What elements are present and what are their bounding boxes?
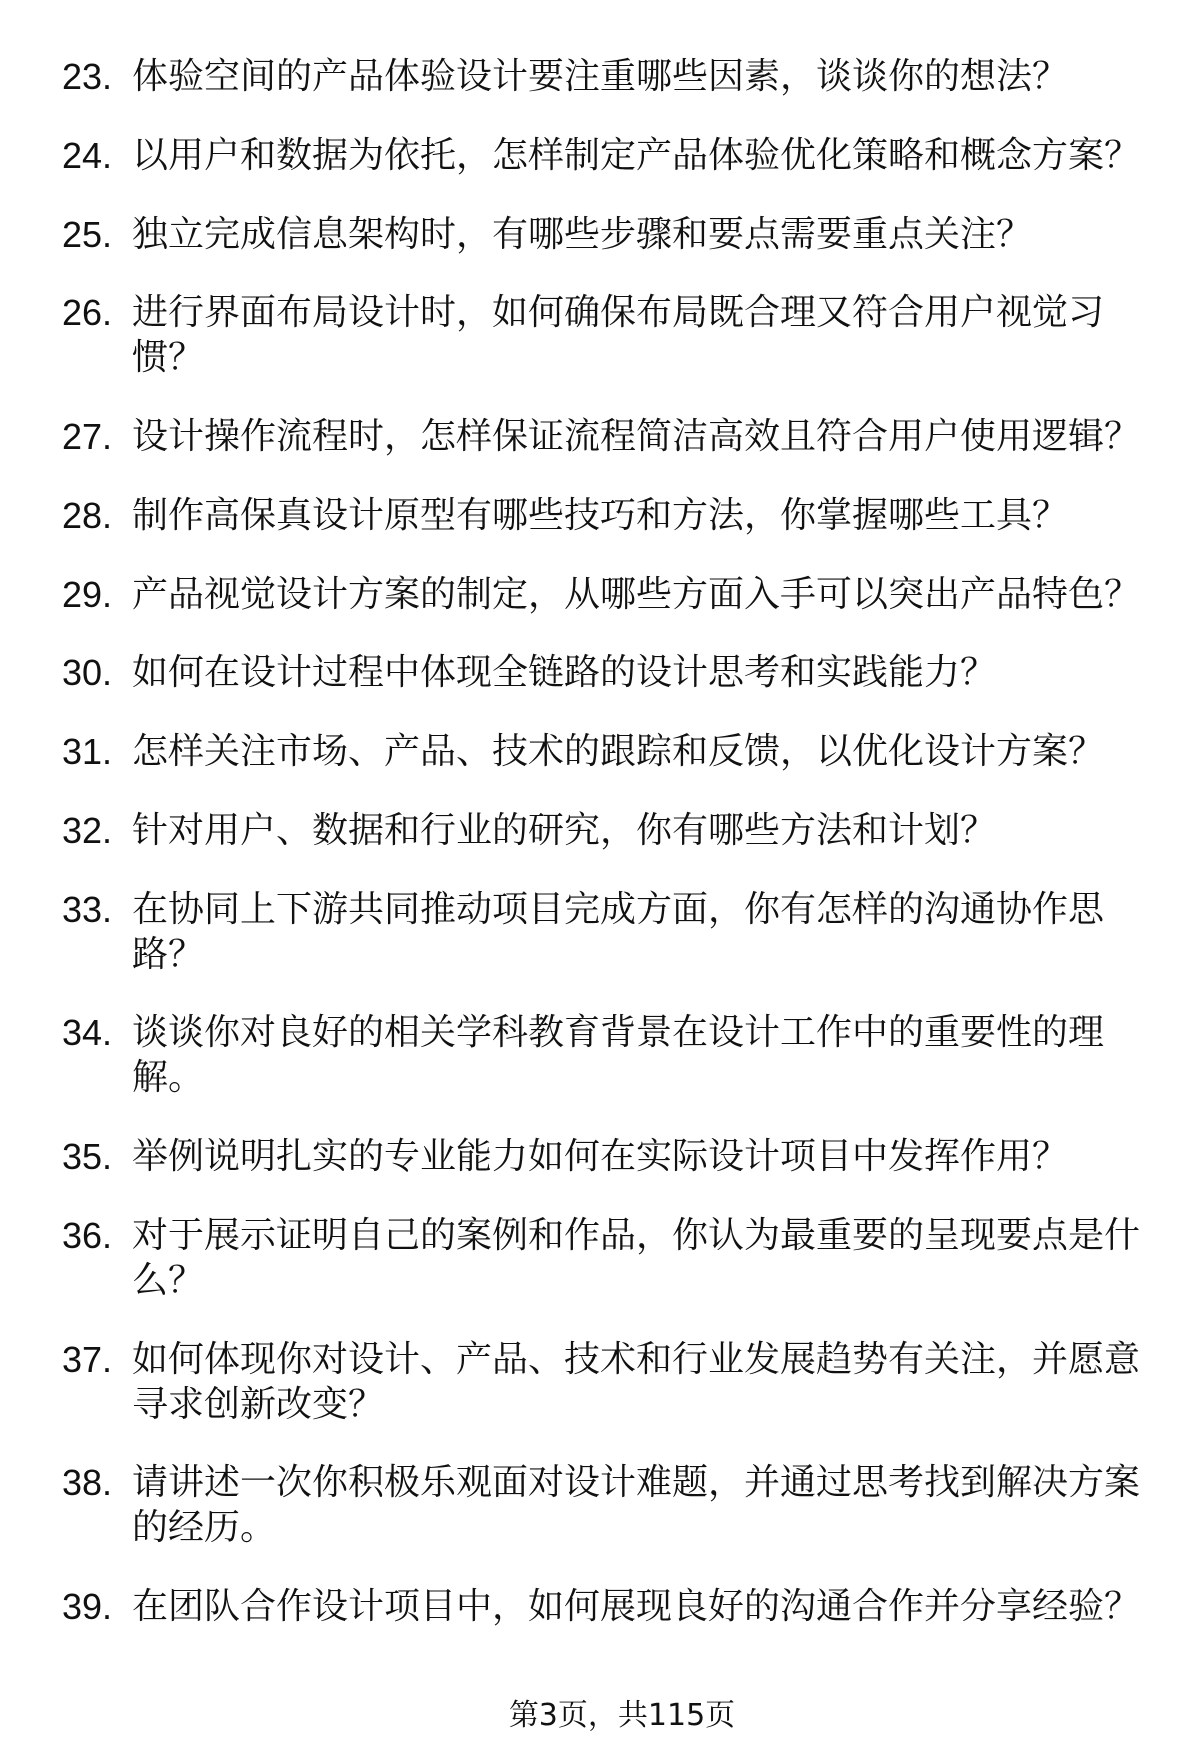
question-number: 33. bbox=[62, 888, 113, 930]
question-number: 31. bbox=[62, 731, 113, 772]
question-number: 36. bbox=[62, 1214, 113, 1256]
question-item bbox=[62, 414, 1148, 459]
question-text: 在协同上下游共同推动项目完成方面，你有怎样的沟通协作思路？ bbox=[132, 888, 1105, 975]
question-number: 32. bbox=[62, 809, 113, 851]
question-item bbox=[62, 493, 1148, 538]
question-text: 对于展示证明自己的案例和作品，你认为最重要的呈现要点是什么？ bbox=[132, 1214, 1141, 1301]
question-number: 23. bbox=[62, 56, 113, 97]
question-text: 怎样关注市场、产品、技术的跟踪和反馈，以优化设计方案？ bbox=[132, 731, 1105, 772]
question-number: 39. bbox=[62, 1586, 113, 1627]
question-item bbox=[62, 133, 1148, 178]
question-list bbox=[62, 54, 1148, 1663]
question-item bbox=[62, 887, 1148, 977]
question-number: 24. bbox=[62, 134, 113, 176]
question-number: 25. bbox=[62, 213, 113, 255]
question-number: 38. bbox=[62, 1462, 113, 1504]
question-number: 30. bbox=[62, 652, 113, 694]
question-text: 进行界面布局设计时，如何确保布局既合理又符合用户视觉习惯？ bbox=[132, 292, 1105, 379]
question-text: 设计操作流程时，怎样保证流程简洁高效且符合用户使用逻辑？ bbox=[132, 416, 1141, 457]
question-text: 针对用户、数据和行业的研究，你有哪些方法和计划？ bbox=[132, 809, 997, 851]
question-item bbox=[62, 290, 1148, 380]
question-number: 35. bbox=[62, 1136, 113, 1177]
question-item bbox=[62, 1460, 1148, 1550]
question-text: 独立完成信息架构时，有哪些步骤和要点需要重点关注？ bbox=[132, 213, 1033, 255]
question-text: 请讲述一次你积极乐观面对设计难题，并通过思考找到解决方案的经历。 bbox=[132, 1462, 1141, 1549]
question-text: 举例说明扎实的专业能力如何在实际设计项目中发挥作用？ bbox=[132, 1136, 1069, 1177]
question-item bbox=[62, 1584, 1148, 1629]
question-number: 34. bbox=[62, 1012, 113, 1054]
question-item bbox=[62, 1010, 1148, 1100]
question-item bbox=[62, 1213, 1148, 1303]
question-item bbox=[62, 572, 1148, 617]
question-item bbox=[62, 729, 1148, 774]
question-text: 如何体现你对设计、产品、技术和行业发展趋势有关注，并愿意寻求创新改变？ bbox=[132, 1338, 1141, 1425]
question-text: 谈谈你对良好的相关学科教育背景在设计工作中的重要性的理解。 bbox=[132, 1012, 1105, 1099]
question-text: 体验空间的产品体验设计要注重哪些因素，谈谈你的想法？ bbox=[132, 56, 1069, 97]
question-number: 29. bbox=[62, 573, 113, 615]
question-number: 28. bbox=[62, 494, 113, 536]
page-number-footer: 第3页，共115页 bbox=[508, 1698, 736, 1733]
question-text: 产品视觉设计方案的制定，从哪些方面入手可以突出产品特色？ bbox=[132, 573, 1141, 615]
question-text: 如何在设计过程中体现全链路的设计思考和实践能力？ bbox=[132, 652, 997, 694]
question-text: 制作高保真设计原型有哪些技巧和方法，你掌握哪些工具？ bbox=[132, 494, 1069, 536]
question-number: 27. bbox=[62, 416, 113, 457]
question-item bbox=[62, 1337, 1148, 1427]
question-text: 以用户和数据为依托，怎样制定产品体验优化策略和概念方案？ bbox=[132, 134, 1141, 176]
question-item bbox=[62, 1134, 1148, 1179]
question-item bbox=[62, 808, 1148, 853]
question-text: 在团队合作设计项目中，如何展现良好的沟通合作并分享经验？ bbox=[132, 1586, 1141, 1627]
question-item bbox=[62, 212, 1148, 257]
question-item bbox=[62, 54, 1148, 99]
question-number: 26. bbox=[62, 292, 113, 334]
question-number: 37. bbox=[62, 1338, 113, 1380]
question-item bbox=[62, 650, 1148, 695]
